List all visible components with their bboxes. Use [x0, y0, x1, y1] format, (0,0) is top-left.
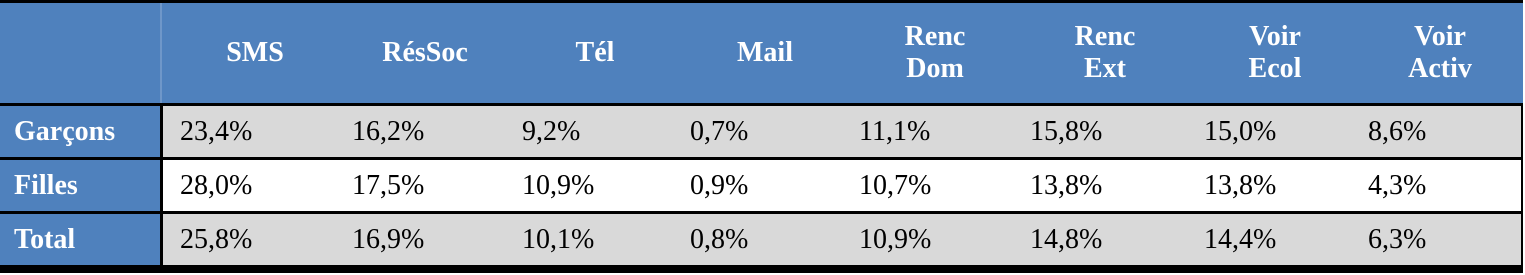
table-cell: 25,8% — [180, 223, 253, 255]
col-header-voir-activ: Voir Activ — [1408, 21, 1472, 84]
table-cell: 10,9% — [859, 223, 932, 255]
table-cell: 14,4% — [1204, 223, 1277, 255]
table-cell: 10,1% — [522, 223, 595, 255]
table-cell: 23,4% — [180, 115, 253, 147]
table-cell: 14,8% — [1030, 223, 1103, 255]
table-cell: 13,8% — [1030, 169, 1103, 201]
table-cell: 10,9% — [522, 169, 595, 201]
table-row — [0, 160, 1523, 211]
table-row — [0, 214, 1523, 265]
col-header-mail: Mail — [737, 37, 793, 68]
col-header-ressoc: RésSoc — [382, 37, 468, 68]
table-cell: 15,0% — [1204, 115, 1277, 147]
table-cell: 6,3% — [1368, 223, 1427, 255]
table-cell: 9,2% — [522, 115, 581, 147]
table-cell: 0,9% — [690, 169, 749, 201]
header-separator — [160, 3, 162, 103]
col-header-renc-ext: Renc Ext — [1074, 21, 1136, 84]
row-label: Total — [14, 223, 76, 255]
col-header-tel: Tél — [575, 37, 615, 68]
table-cell: 10,7% — [859, 169, 932, 201]
table-cell: 8,6% — [1368, 115, 1427, 147]
table-cell: 16,9% — [352, 223, 425, 255]
table-cell: 13,8% — [1204, 169, 1277, 201]
table-cell: 0,7% — [690, 115, 749, 147]
col-header-renc-dom: Renc Dom — [904, 21, 966, 84]
col-header-voir-ecol: Voir Ecol — [1248, 21, 1302, 84]
row-label: Filles — [14, 169, 78, 201]
table-cell: 28,0% — [180, 169, 253, 201]
table-cell: 11,1% — [859, 115, 931, 147]
table-cell: 16,2% — [352, 115, 425, 147]
table-cell: 0,8% — [690, 223, 749, 255]
row-label: Garçons — [14, 115, 116, 147]
table-row — [0, 106, 1523, 157]
table-cell: 17,5% — [352, 169, 425, 201]
col-header-sms: SMS — [226, 37, 284, 68]
table-cell: 15,8% — [1030, 115, 1103, 147]
table-cell: 4,3% — [1368, 169, 1427, 201]
